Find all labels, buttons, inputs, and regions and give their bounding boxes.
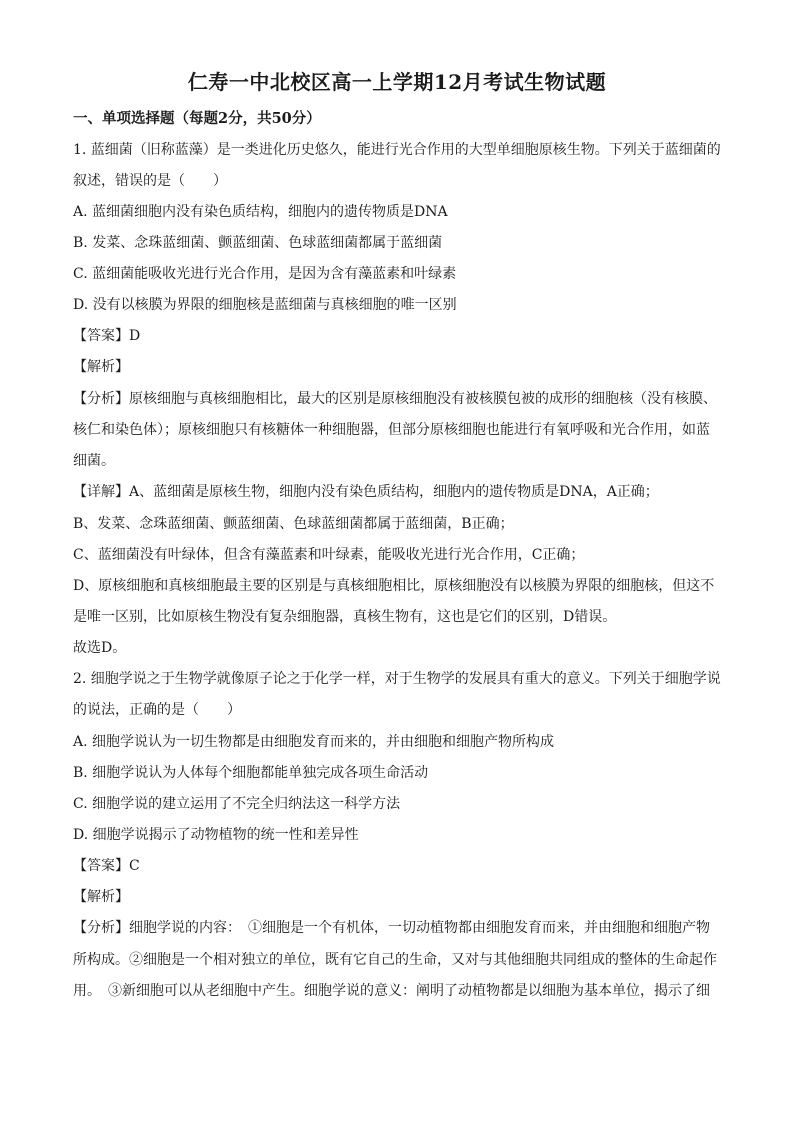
- q2-option-a: A. 细胞学说认为一切生物都是由细胞发育而来的，并由细胞和细胞产物所构成: [73, 734, 555, 750]
- q1-answer: 【答案】D: [73, 328, 141, 344]
- q1-fenxi-line-2: 核仁和染色体）；原核细胞只有核糖体一种细胞器，但部分原核细胞也能进行有氧呼吸和光合作用，如蓝: [73, 422, 710, 438]
- q2-option-b: B. 细胞学说认为人体每个细胞都能单独完成各项生命活动: [73, 765, 429, 781]
- q1-analysis-label: 【解析】: [73, 359, 129, 375]
- q2-fenxi-line-1: 【分析】细胞学说的内容： ①细胞是一个有机体，一切动植物都由细胞发育而来，并由细胞和细胞产物: [73, 920, 710, 936]
- q1-fenxi-line-1: 【分析】原核细胞与真核细胞相比，最大的区别是原核细胞没有被核膜包被的成形的细胞核（没有核膜、: [73, 391, 717, 407]
- q2-fenxi-line-3: 用。 ③新细胞可以从老细胞中产生。细胞学说的意义：阐明了动植物都是以细胞为基本单位，揭示了细: [73, 983, 710, 999]
- section-heading: 一、单项选择题（每题2分，共50分）: [73, 110, 321, 127]
- q1-option-c: C. 蓝细菌能吸收光进行光合作用，是因为含有藻蓝素和叶绿素: [73, 266, 457, 282]
- q1-fenxi-line-3: 细菌。: [73, 453, 115, 469]
- q2-stem-line-2: 的说法，正确的是（ ）: [73, 702, 241, 718]
- q2-option-c: C. 细胞学说的建立运用了不完全归纳法这一科学方法: [73, 796, 401, 812]
- q1-choose: 故选D。: [73, 640, 127, 656]
- q1-detail-line-2: B、发菜、念珠蓝细菌、颤蓝细菌、色球蓝细菌都属于蓝细菌，B正确；: [73, 516, 514, 532]
- q1-stem-line-1: 1. 蓝细菌（旧称蓝藻）是一类进化历史悠久，能进行光合作用的大型单细胞原核生物。下列关于蓝细菌的: [73, 142, 721, 158]
- q1-option-b: B. 发菜、念珠蓝细菌、颤蓝细菌、色球蓝细菌都属于蓝细菌: [73, 235, 443, 251]
- q2-stem-line-1: 2. 细胞学说之于生物学就像原子论之于化学一样，对于生物学的发展具有重大的意义。下列关于细胞学说: [73, 671, 721, 687]
- q1-option-a: A. 蓝细菌细胞内没有染色质结构，细胞内的遗传物质是DNA: [73, 204, 448, 220]
- q1-detail-line-4: D、原核细胞和真核细胞最主要的区别是与真核细胞相比，原核细胞没有以核膜为界限的细胞核，但这不: [73, 578, 715, 594]
- q1-detail-line-3: C、蓝细菌没有叶绿体，但含有藻蓝素和叶绿素，能吸收光进行光合作用，C正确；: [73, 547, 585, 563]
- page-title: 仁寿一中北校区高一上学期12月考试生物试题: [187, 70, 607, 94]
- q2-answer: 【答案】C: [73, 858, 140, 874]
- q1-detail-line-5: 是唯一区别，比如原核生物没有复杂细胞器，真核生物有，这也是它们的区别，D错误。: [73, 609, 617, 625]
- q1-stem-line-2: 叙述，错误的是（ ）: [73, 173, 227, 189]
- q2-fenxi-line-2: 所构成。②细胞是一个相对独立的单位，既有它自己的生命，又对与其他细胞共同组成的整体的生命起作: [73, 952, 717, 968]
- q1-detail-line-1: 【详解】A、蓝细菌是原核生物，细胞内没有染色质结构，细胞内的遗传物质是DNA，A正确；: [73, 484, 659, 500]
- q1-option-d: D. 没有以核膜为界限的细胞核是蓝细菌与真核细胞的唯一区别: [73, 297, 457, 313]
- q2-option-d: D. 细胞学说揭示了动物植物的统一性和差异性: [73, 827, 359, 843]
- q2-analysis-label: 【解析】: [73, 889, 129, 905]
